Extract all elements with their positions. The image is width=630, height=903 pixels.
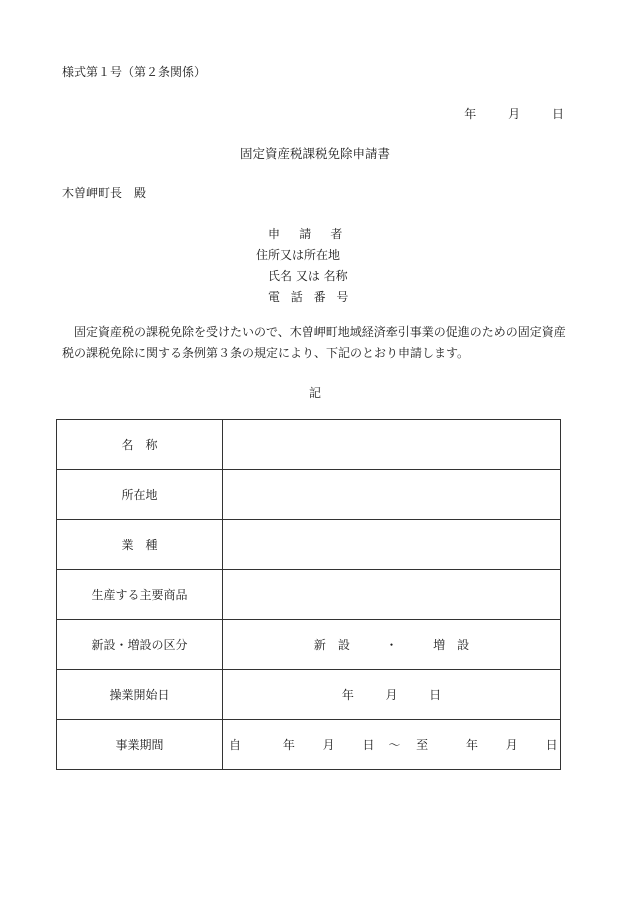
start-label: 操業開始日	[57, 670, 223, 720]
date-year: 年	[464, 107, 477, 121]
location-label: 所在地	[57, 470, 223, 520]
table-row	[57, 620, 561, 670]
body-text: 固定資産税の課税免除を受けたいので、木曽岬町地域経済牽引事業の促進のための固定資産税の課税免除に関する条例第３条の規定により、下記のとおり申請します。	[62, 325, 566, 360]
document-title: 固定資産税課税免除申請書	[239, 146, 390, 161]
category-expand[interactable]: 増 設	[433, 638, 470, 652]
period-to-day: 日	[545, 738, 558, 752]
table-row	[57, 670, 561, 720]
period-field[interactable]	[223, 720, 561, 770]
start-day: 日	[429, 688, 442, 702]
period-from-day: 日	[362, 738, 375, 752]
industry-field[interactable]	[223, 520, 561, 570]
date-month: 月	[508, 107, 521, 121]
period-to-year: 年	[465, 738, 478, 752]
applicant-address-label: 住所又は所在地	[256, 248, 341, 262]
application-table	[56, 419, 561, 770]
ki-heading: 記	[308, 386, 321, 400]
table-row	[57, 520, 561, 570]
start-field[interactable]	[223, 670, 561, 720]
date-day: 日	[551, 107, 564, 121]
table-row	[57, 470, 561, 520]
period-to-month: 月	[505, 738, 518, 752]
period-from-month: 月	[322, 738, 335, 752]
table-row	[57, 570, 561, 620]
name-field[interactable]	[223, 420, 561, 470]
period-from-year: 年	[282, 738, 295, 752]
applicant-heading: 申請者	[268, 227, 362, 241]
period-label: 事業期間	[57, 720, 223, 770]
start-month: 月	[385, 688, 398, 702]
form-number: 様式第１号（第２条関係）	[62, 65, 207, 79]
table-row	[57, 720, 561, 770]
category-dot: ・	[385, 638, 398, 652]
applicant-name-label: 氏名 又は 名称	[268, 269, 348, 283]
table-row	[57, 420, 561, 470]
addressee: 木曽岬町長 殿	[62, 186, 147, 200]
industry-label: 業 種	[57, 520, 223, 570]
period-to: 至	[416, 738, 429, 752]
products-label: 生産する主要商品	[57, 570, 223, 620]
date-header	[464, 106, 564, 122]
category-new[interactable]: 新 設	[313, 638, 350, 652]
period-from: 自	[229, 738, 242, 752]
applicant-block	[256, 224, 376, 308]
category-label: 新設・増設の区分	[57, 620, 223, 670]
location-field[interactable]	[223, 470, 561, 520]
start-year: 年	[341, 688, 354, 702]
category-field[interactable]	[223, 620, 561, 670]
name-label: 名 称	[57, 420, 223, 470]
products-field[interactable]	[223, 570, 561, 620]
applicant-phone-label: 電話番号	[268, 290, 360, 304]
period-tilde: ～	[388, 738, 401, 752]
